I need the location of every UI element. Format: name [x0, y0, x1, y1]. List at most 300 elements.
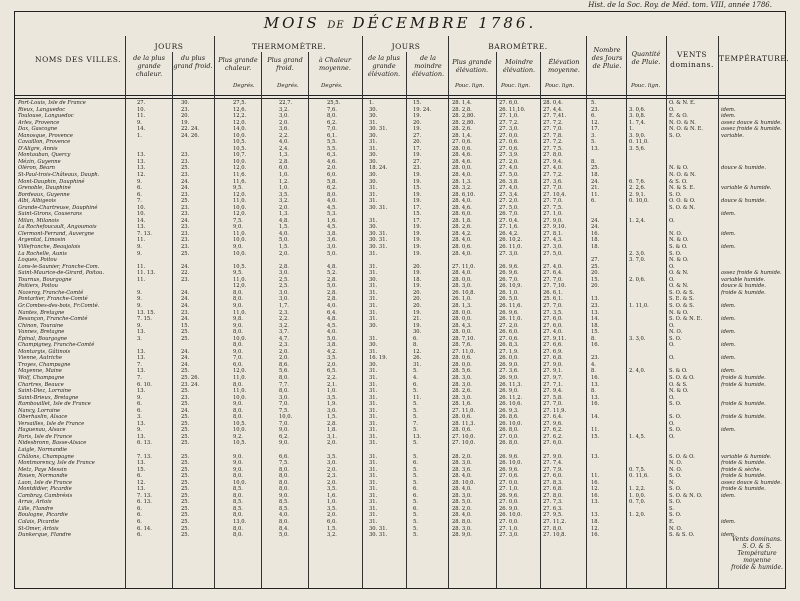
cell-r65-c7: 5.: [413, 525, 418, 532]
cell-r14-c8: 28. 6,10.: [452, 191, 476, 198]
cell-r5-c12: 3. 9,0.: [629, 132, 646, 139]
cell-r3-c12: 1. 7,4.: [629, 119, 646, 126]
cell-r27-c6: 30.: [369, 276, 378, 283]
cell-r24-c12: 3. 7,0.: [629, 257, 646, 264]
cell-r25-c0: Lons-le-Saunier, Franche-Com.: [18, 263, 100, 270]
cell-r2-c4: 3,0.: [279, 113, 289, 120]
cell-r56-c9: 26. 9,6.: [499, 466, 519, 473]
cell-r26-c7: 19.: [413, 270, 422, 277]
cell-r17-c5: 5,3.: [327, 211, 337, 218]
footer-line4: froide & humide.: [731, 564, 783, 571]
cell-r23-c10: 27. 5,0.: [543, 250, 563, 257]
cell-r32-c4: 2,3.: [279, 309, 289, 316]
cell-r18-c1: 14.: [137, 217, 146, 224]
cell-r54-c1: 7. 13.: [137, 453, 152, 460]
cell-r54-c13: S. O. & O.: [669, 453, 695, 460]
cell-r4-c13: N. O. & N. E.: [669, 126, 703, 133]
cell-r10-c6: 18. 24.: [369, 165, 388, 172]
cell-r63-c5: 2,0.: [327, 512, 337, 519]
cell-r0-c5: 25,5.: [327, 100, 341, 106]
cell-r13-c12: 2. 2,6.: [629, 185, 646, 192]
cell-r25-c3: 10,5.: [233, 263, 247, 270]
cell-r49-c9: 26. 10,0.: [499, 420, 523, 427]
cell-r9-c8: 28. 4,6.: [452, 158, 472, 165]
cell-r31-c5: 4,0.: [327, 302, 337, 309]
cell-r58-c14: assez douce & humide.: [721, 479, 782, 486]
cell-r30-c7: 20.: [413, 296, 422, 303]
cell-r10-c7: 23.: [413, 165, 422, 172]
cell-r31-c6: 31.: [369, 302, 378, 309]
cell-r15-c11: 6.: [591, 198, 596, 205]
cell-r16-c2: 23.: [181, 204, 190, 211]
cell-r59-c2: 25.: [181, 486, 190, 493]
cell-r35-c1: 13.: [137, 329, 146, 336]
cell-r2-c1: 11.: [137, 113, 146, 120]
cell-r56-c5: 2,0.: [327, 466, 337, 473]
cell-r43-c6: 31.: [369, 381, 378, 388]
cell-r14-c5: 8,0.: [327, 191, 337, 198]
climate-table: [14, 11, 790, 589]
cell-r47-c5: 3,0.: [327, 407, 337, 414]
cell-r56-c12: 0. 7,5.: [629, 466, 646, 473]
cell-r31-c7: 20.: [413, 302, 422, 309]
cell-r63-c4: 4,0.: [279, 512, 289, 519]
cell-r23-c6: 31.: [369, 250, 378, 257]
cell-r43-c1: 6. 10.: [137, 381, 152, 388]
cell-r13-c9: 27. 4,0.: [499, 185, 519, 192]
cell-r41-c8: 28. 5,6.: [452, 368, 472, 375]
cell-r37-c10: 27. 6,6.: [543, 342, 563, 349]
cell-r56-c4: 8,0.: [279, 466, 289, 473]
cell-r64-c9: 27. 0,0.: [499, 519, 519, 525]
cell-r26-c1: 11. 13.: [137, 270, 156, 277]
cell-r35-c10: 27. 4,0.: [543, 329, 563, 336]
cell-r9-c9: 27. 2,0.: [499, 158, 519, 165]
cell-r15-c8: 28. 4,0.: [452, 198, 472, 205]
cell-r62-c1: 6.: [137, 505, 142, 512]
col-rule: [586, 36, 587, 588]
cell-r65-c3: 8,0.: [233, 525, 243, 532]
cell-r61-c7: 5.: [413, 499, 418, 506]
cell-r36-c6: 31.: [369, 335, 378, 342]
cell-r39-c0: Vienne, Autriche: [18, 355, 63, 362]
cell-r16-c7: 17.: [413, 204, 422, 211]
cell-r63-c12: 1. 2,0.: [629, 512, 646, 519]
cell-r45-c7: 11.: [413, 394, 422, 401]
cell-r30-c13: S. E. & S.: [669, 296, 695, 303]
cell-r20-c8: 28. 4,2.: [452, 230, 472, 237]
cell-r28-c10: 27. 7,10.: [543, 283, 567, 290]
cell-r62-c0: Lille, Flandre: [18, 505, 54, 512]
cell-r34-c10: 27. 6,0.: [543, 322, 563, 329]
cell-r39-c3: 7,0.: [233, 355, 243, 362]
cell-r66-c10: 27. 10,8.: [543, 532, 567, 539]
cell-r55-c14: froide & humide.: [721, 460, 766, 467]
cell-r55-c3: 9,0.: [233, 460, 243, 467]
cell-r42-c9: 26. 9,0.: [499, 374, 519, 381]
cell-r41-c9: 27. 3,6.: [499, 368, 519, 375]
cell-r6-c12: 0. 11,0.: [629, 139, 649, 146]
cell-r54-c11: 13.: [591, 453, 600, 460]
cell-r44-c10: 27. 9,4.: [543, 388, 563, 395]
cell-r66-c13: S. & S. O.: [669, 532, 695, 539]
cell-r21-c6: 30. 31.: [369, 237, 388, 244]
col-rule: [172, 52, 173, 588]
cell-r2-c7: 19.: [413, 113, 422, 120]
cell-r47-c8: 27. 11,0.: [452, 407, 476, 414]
cell-r58-c4: 8,0.: [279, 479, 289, 486]
cell-r50-c4: 9,0.: [279, 427, 289, 434]
cell-r10-c11: 25.: [591, 165, 600, 172]
cell-r57-c5: 2,3.: [327, 473, 337, 480]
cell-r10-c0: Oléron, Béarn: [18, 165, 56, 172]
cell-r5-c9: 27. 0,0.: [499, 132, 519, 139]
cell-r6-c10: 27. 7,2.: [543, 139, 563, 146]
cell-r22-c9: 26. 11,0.: [499, 244, 523, 251]
cell-r31-c0: Gr.Combes-des-bois, Fr.Comté.: [18, 302, 100, 309]
cell-r23-c4: 2,0.: [279, 250, 289, 257]
cell-r38-c5: 4,2.: [327, 348, 337, 355]
cell-r22-c13: S. & O.: [669, 244, 688, 251]
cell-r56-c14: froide & sèche.: [721, 466, 762, 473]
cell-r36-c5: 5,0.: [327, 335, 337, 342]
cell-r61-c3: 8,5.: [233, 499, 243, 506]
cell-r8-c6: 30.: [369, 152, 378, 159]
cell-r57-c13: S. O.: [669, 473, 682, 480]
cell-r1-c10: 27. 4,4.: [543, 106, 563, 113]
cell-r54-c0: Châlons, Champagne: [18, 453, 74, 460]
cell-r3-c8: 28. 2,80.: [452, 119, 476, 126]
cell-r60-c7: 6.: [413, 492, 418, 499]
cell-r17-c0: Saint-Girons, Couserans: [18, 211, 82, 218]
cell-r40-c9: 26. 9,0.: [499, 361, 519, 368]
cell-r36-c3: 10,0.: [233, 335, 247, 342]
cell-r22-c14: idem.: [721, 244, 736, 251]
cell-r48-c3: 8,0.: [233, 414, 243, 421]
cell-r0-c6: 1.: [369, 100, 374, 106]
cell-r45-c9: 26. 11,2.: [499, 394, 523, 401]
cell-r29-c8: 26. 10,8.: [452, 289, 476, 296]
cell-r18-c9: 27. 0,4.: [499, 217, 519, 224]
cell-r18-c10: 27. 9,0.: [543, 217, 563, 224]
cell-r60-c1: 7. 13.: [137, 492, 152, 499]
cell-r7-c5: 5,5.: [327, 145, 337, 152]
cell-r39-c9: 26. 0,0.: [499, 355, 519, 362]
cell-r52-c7: 5.: [413, 440, 418, 447]
cell-r3-c10: 27. 7,2.: [543, 119, 563, 126]
cell-r5-c14: variable.: [721, 132, 744, 139]
cell-r32-c10: 27. 3,5.: [543, 309, 563, 316]
cell-r29-c10: 26. 6,1.: [543, 289, 563, 296]
cell-r32-c3: 11,0.: [233, 309, 247, 316]
cell-r39-c5: 3,5.: [327, 355, 337, 362]
cell-r37-c3: 8,0.: [233, 342, 243, 349]
cell-r2-c13: E. & O.: [669, 113, 688, 120]
cell-r46-c8: 28. 1,6.: [452, 401, 472, 408]
cell-r0-c4: 22,7.: [279, 100, 293, 106]
cell-r31-c9: 26. 11,6.: [499, 302, 523, 309]
cell-r37-c8: 28. 7,6.: [452, 342, 472, 349]
cell-r65-c4: 8,4.: [279, 525, 289, 532]
cell-r54-c4: 6,6.: [279, 453, 289, 460]
cell-r59-c13: S. O.: [669, 486, 682, 493]
cell-r14-c13: S. O.: [669, 191, 682, 198]
cell-r6-c3: 10,5.: [233, 139, 247, 146]
cell-r5-c6: 30.: [369, 132, 378, 139]
cell-r1-c6: 30.: [369, 106, 378, 113]
cell-r3-c0: Arles, Provence: [18, 119, 60, 126]
cell-r18-c0: Milan, Milanois: [18, 217, 59, 224]
cell-r49-c2: 25.: [181, 420, 190, 427]
col-vents: [669, 100, 717, 539]
cell-r1-c0: Rieux, Languedoc: [18, 106, 66, 113]
header-vents: VENTS dominans.: [670, 50, 714, 69]
cell-r32-c7: 19.: [413, 309, 422, 316]
cell-r5-c4: 2,2.: [279, 132, 289, 139]
cell-r3-c1: 9.: [137, 119, 142, 126]
header-temperature: TEMPÉRATURE.: [719, 54, 790, 63]
cell-r57-c11: 11.: [591, 473, 600, 480]
cell-r29-c0: Nozeroy, Franche-Comté: [18, 289, 84, 296]
cell-r18-c5: 1,6.: [327, 217, 337, 224]
cell-r9-c6: 30.: [369, 158, 378, 165]
cell-r21-c2: 23.: [181, 237, 190, 244]
cell-r56-c0: Metz, Pays Messin: [18, 466, 67, 473]
cell-r50-c14: idem.: [721, 427, 736, 434]
cell-r37-c11: 16.: [591, 342, 600, 349]
cell-r60-c13: S. O. & N. O.: [669, 492, 703, 499]
cell-r19-c1: 13.: [137, 224, 146, 231]
cell-r2-c11: 6.: [591, 113, 596, 120]
cell-r57-c3: 8,0.: [233, 473, 243, 480]
col-rule: [448, 36, 449, 588]
cell-r36-c1: 3.: [137, 335, 142, 342]
cell-r61-c4: 8,5.: [279, 499, 289, 506]
cell-r58-c7: 5.: [413, 479, 418, 486]
cell-r21-c10: 27. 4,3.: [543, 237, 563, 244]
cell-r63-c13: S. O.: [669, 512, 682, 519]
cell-r9-c4: 2,8.: [279, 158, 289, 165]
cell-r15-c6: 31.: [369, 198, 378, 205]
cell-r27-c10: 27. 7,0.: [543, 276, 563, 283]
cell-r16-c9: 27. 5,0.: [499, 204, 519, 211]
cell-r43-c9: 26. 11,3.: [499, 381, 523, 388]
cell-r39-c4: 2,0.: [279, 355, 289, 362]
cell-r1-c14: idem.: [721, 106, 736, 113]
cell-r39-c7: 26.: [413, 355, 422, 362]
cell-r44-c4: 8,0.: [279, 388, 289, 395]
cell-r17-c2: 23.: [181, 211, 190, 218]
cell-r26-c13: O. & N.: [669, 270, 689, 277]
cell-r31-c13: S. O. & S.: [669, 302, 695, 309]
cell-r46-c2: 25.: [181, 401, 190, 408]
cell-r22-c5: 3,0.: [327, 244, 337, 251]
cell-r47-c1: 6.: [137, 407, 142, 414]
cell-r42-c3: 11,0.: [233, 374, 247, 381]
title-rest: DÉCEMBRE 1786.: [352, 14, 537, 32]
cell-r43-c13: O. & S.: [669, 381, 688, 388]
cell-r46-c5: 1,9.: [327, 401, 337, 408]
cell-r64-c11: 18.: [591, 519, 600, 525]
cell-r4-c12: 1.: [629, 126, 634, 133]
cell-r42-c4: 8,0.: [279, 374, 289, 381]
cell-r32-c5: 6,4.: [327, 309, 337, 316]
cell-r26-c9: 26. 9,6.: [499, 270, 519, 277]
cell-r44-c7: 5.: [413, 388, 418, 395]
cell-r57-c14: froide & humide.: [721, 473, 766, 480]
cell-r52-c1: 6. 13.: [137, 440, 152, 447]
cell-r60-c14: idem.: [721, 492, 736, 499]
cell-r12-c9: 26. 3,8.: [499, 178, 519, 185]
cell-r19-c5: 4,5.: [327, 224, 337, 231]
cell-r29-c2: 24.: [181, 289, 190, 296]
cell-r20-c14: idem.: [721, 230, 736, 237]
cell-r28-c6: 31.: [369, 283, 378, 290]
cell-r17-c7: 15.: [413, 211, 422, 218]
cell-r43-c0: Chartres, Beauce: [18, 381, 64, 388]
header-jours1: JOURS: [154, 42, 184, 51]
cell-r45-c2: 23.: [181, 394, 190, 401]
cell-r35-c7: 30.: [413, 329, 422, 336]
cell-r9-c7: 27.: [413, 158, 422, 165]
cell-r12-c13: & S. O.: [669, 178, 688, 185]
cell-r1-c3: 12,6.: [233, 106, 247, 113]
cell-r39-c8: 28. 0,6.: [452, 355, 472, 362]
cell-r13-c6: 31.: [369, 185, 378, 192]
cell-r30-c3: 8,0.: [233, 296, 243, 303]
cell-r62-c3: 8,5.: [233, 505, 243, 512]
cell-r58-c0: Laon, Isle de France: [18, 479, 72, 486]
cell-r30-c2: 24.: [181, 296, 190, 303]
cell-r32-c1: 13. 15.: [137, 309, 156, 316]
cell-r35-c3: 8,0.: [233, 329, 243, 336]
cell-r39-c10: 27. 6,8.: [543, 355, 563, 362]
cell-r7-c4: 2,4.: [279, 145, 289, 152]
cell-r62-c7: 6.: [413, 505, 418, 512]
cell-r51-c9: 27. 0,0.: [499, 433, 519, 440]
cell-r10-c9: 27. 4,0.: [499, 165, 519, 172]
cell-r58-c3: 10,0.: [233, 479, 247, 486]
cell-r27-c2: 23.: [181, 276, 190, 283]
cell-r63-c3: 8,0.: [233, 512, 243, 519]
cell-r9-c2: 23.: [181, 158, 190, 165]
cell-r54-c10: 27. 9,0.: [543, 453, 563, 460]
cell-r10-c5: 2,0.: [327, 165, 337, 172]
cell-r5-c5: 6,1.: [327, 132, 337, 139]
cell-r65-c10: 27. 8,0.: [543, 525, 563, 532]
cell-r55-c8: 28. 3,0.: [452, 460, 472, 467]
cell-r41-c6: 31.: [369, 368, 378, 375]
col-rule: [496, 52, 497, 588]
header-pluie-jours: Nombre des Jours de Pluie.: [591, 46, 623, 70]
cell-r32-c8: 28. 0,0.: [452, 309, 472, 316]
cell-r29-c3: 8,0.: [233, 289, 243, 296]
cell-r66-c2: 25.: [181, 532, 190, 539]
cell-r58-c5: 2,0.: [327, 479, 337, 486]
col-rule: [718, 36, 719, 588]
cell-r40-c6: 30.: [369, 361, 378, 368]
col-rule: [362, 36, 363, 588]
cell-r60-c8: 28. 3,0.: [452, 492, 472, 499]
cell-r58-c10: 27. 8,3.: [543, 479, 563, 486]
cell-r35-c14: idem.: [721, 329, 736, 336]
cell-r54-c14: variable & humide.: [721, 453, 772, 460]
cell-r17-c3: 12,0.: [233, 211, 247, 218]
cell-r46-c10: 27. 7,0.: [543, 401, 563, 408]
cell-r39-c1: 13.: [137, 355, 146, 362]
cell-r24-c11: 27.: [591, 257, 600, 264]
cell-r34-c1: 9.: [137, 322, 142, 329]
cell-r6-c11: 5.: [591, 139, 596, 146]
cell-r15-c12: 0. 10,0.: [629, 198, 649, 205]
cell-r8-c10: 27. 8,0.: [543, 152, 563, 159]
cell-r55-c13: N. O.: [669, 460, 683, 467]
cell-r39-c6: 16. 19.: [369, 355, 388, 362]
cell-r52-c4: 9,0.: [279, 440, 289, 447]
cell-r40-c11: 4.: [591, 361, 596, 368]
cell-r48-c13: S. O.: [669, 414, 682, 421]
cell-r51-c7: 13.: [413, 433, 422, 440]
cell-r56-c8: 28. 3,6.: [452, 466, 472, 473]
cell-r64-c10: 27. 11,2.: [543, 519, 567, 525]
cell-r3-c13: N. O. & N.: [669, 119, 696, 126]
cell-r38-c9: 27. 1,9.: [499, 348, 519, 355]
cell-r18-c4: 4,8.: [279, 217, 289, 224]
cell-r43-c11: 13.: [591, 381, 600, 388]
cell-r56-c1: 15.: [137, 466, 146, 473]
cell-r35-c4: 3,7.: [279, 329, 289, 336]
cell-r12-c2: 24.: [181, 178, 190, 185]
cell-r1-c11: 23.: [591, 106, 600, 113]
cell-r4-c10: 27. 7,0.: [543, 126, 563, 133]
cell-r10-c1: 13.: [137, 165, 146, 172]
cell-r1-c8: 28. 2,8.: [452, 106, 472, 113]
cell-r46-c11: 16.: [591, 401, 600, 408]
cell-r30-c10: 25. 6,1.: [543, 296, 563, 303]
cell-r30-c0: Pontarlier, Franche-Comté: [18, 296, 88, 303]
cell-r48-c11: 14.: [591, 414, 600, 421]
cell-r43-c8: 28. 3,0.: [452, 381, 472, 388]
cell-r17-c4: 1,3.: [279, 211, 289, 218]
cell-r51-c5: 3,1.: [327, 433, 337, 440]
cell-r33-c10: 27. 6,0.: [543, 316, 563, 323]
cell-r12-c0: Mont-Dauphin, Dauphiné: [18, 178, 85, 185]
cell-r6-c5: 5,5.: [327, 139, 337, 146]
cell-r3-c14: assez douce & humide.: [721, 119, 782, 126]
col-rule: [666, 36, 667, 588]
cell-r55-c4: 7,5.: [279, 460, 289, 467]
cell-r29-c7: 20.: [413, 289, 422, 296]
cell-r49-c13: O.: [669, 420, 675, 427]
cell-r11-c5: 6,0.: [327, 172, 337, 179]
cell-r59-c9: 27. 1,0.: [499, 486, 519, 493]
cell-r31-c12: 1. 11,0.: [629, 302, 649, 309]
cell-r62-c6: 31.: [369, 505, 378, 512]
cell-r53-c0: Laigle, Normandie: [18, 446, 68, 453]
cell-r59-c10: 27. 6,8.: [543, 486, 563, 493]
cell-r20-c2: 23.: [181, 230, 190, 237]
cell-r66-c8: 28. 9,0.: [452, 532, 472, 539]
cell-r11-c1: 12.: [137, 172, 146, 179]
unit-deg3: Degrés.: [321, 83, 343, 89]
col-rule: [308, 52, 309, 588]
cell-r0-c7: 15.: [413, 100, 422, 106]
cell-r22-c7: 19.: [413, 244, 422, 251]
cell-r17-c8: 28. 6,0.: [452, 211, 472, 218]
cell-r58-c6: 31.: [369, 479, 378, 486]
title-main: MOIS: [263, 14, 320, 32]
cell-r27-c13: O.: [669, 276, 675, 283]
